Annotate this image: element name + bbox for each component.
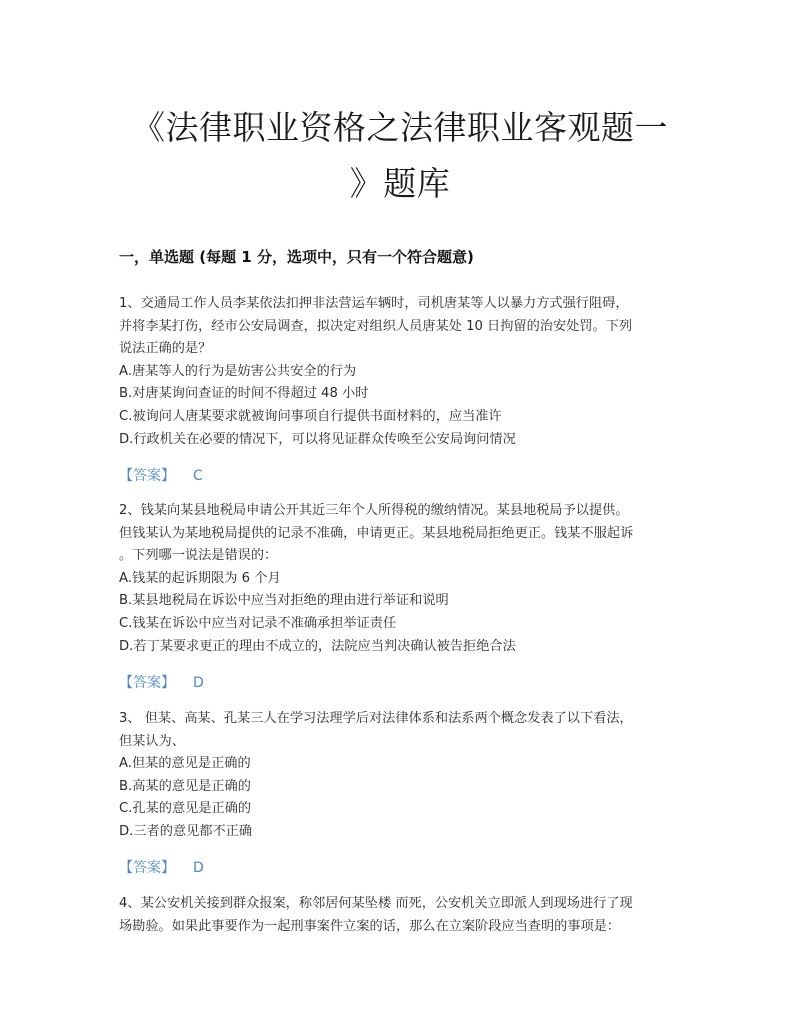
question-stem-line: 4、某公安机关接到群众报案，称邻居何某坠楼 而死，公安机关立即派人到现场进行了现	[119, 896, 633, 911]
answer-label: 【答案】	[119, 860, 175, 876]
option-a: A.钱某的起诉期限为 6 个月	[119, 570, 281, 586]
option-b: B.某县地税局在诉讼中应当对拒绝的理由进行举证和说明	[119, 593, 449, 609]
question-3	[119, 708, 684, 844]
section-heading: 一，单选题 (每题 1 分，选项中，只有一个符合题意)	[119, 248, 474, 266]
answer-value: C	[193, 468, 203, 484]
title-line-1: 《法律职业资格之法律职业客观题一	[132, 108, 668, 147]
question-stem-line: 说法正确的是？	[119, 341, 212, 357]
document-title	[100, 100, 700, 212]
option-c: C.被询问人唐某要求就被询问事项自行提供书面材料的，应当准许	[119, 408, 502, 424]
option-d: D.若丁某要求更正的理由不成立的，法院应当判决确认被告拒绝合法	[119, 638, 516, 654]
option-d: D.行政机关在必要的情况下，可以将见证群众传唤至公安局询问情况	[119, 431, 516, 447]
option-a: A.但某的意见是正确的	[119, 756, 251, 772]
question-1	[119, 293, 684, 451]
question-stem-line: 1、交通局工作人员李某依法扣押非法营运车辆时，司机唐某等人以暴力方式强行阻碍，	[119, 296, 629, 311]
question-stem-line: 但某认为、	[119, 733, 185, 749]
answer-3	[119, 857, 204, 879]
answer-value: D	[193, 675, 204, 691]
option-b: B.对唐某询问查证的时间不得超过 48 小时	[119, 386, 369, 402]
question-stem-line: 场勘验。如果此事要作为一起刑事案件立案的话，那么在立案阶段应当查明的事项是：	[119, 918, 621, 934]
answer-label: 【答案】	[119, 675, 175, 691]
answer-value: D	[193, 860, 204, 876]
question-2	[119, 500, 684, 658]
answer-label: 【答案】	[119, 468, 175, 484]
answer-1	[119, 465, 203, 487]
question-stem-line: 。下列哪一说法是错误的：	[119, 548, 278, 564]
option-b: B.高某的意见是正确的	[119, 778, 251, 794]
question-stem-line: 3、 但某、高某、孔某三人在学习法理学后对法律体系和法系两个概念发表了以下看法，	[119, 711, 633, 726]
title-line-2: 》题库	[349, 164, 451, 203]
option-d: D.三者的意见都不正确	[119, 823, 253, 839]
option-a: A.唐某等人的行为是妨害公共安全的行为	[119, 363, 357, 379]
question-stem-line: 2、钱某向某县地税局申请公开其近三年个人所得税的缴纳情况。某县地税局予以提供。	[119, 503, 629, 518]
option-c: C.孔某的意见是正确的	[119, 801, 252, 817]
answer-2	[119, 672, 204, 694]
question-stem-line: 但钱某认为某地税局提供的记录不准确，申请更正。某县地税局拒绝更正。钱某不服起诉	[119, 525, 634, 541]
question-4	[119, 893, 684, 938]
question-stem-line: 并将李某打伤，经市公安局调查，拟决定对组织人员唐某处 10 日拘留的治安处罚。下列	[119, 318, 633, 334]
option-c: C.钱某在诉讼中应当对记录不准确承担举证责任	[119, 615, 397, 631]
